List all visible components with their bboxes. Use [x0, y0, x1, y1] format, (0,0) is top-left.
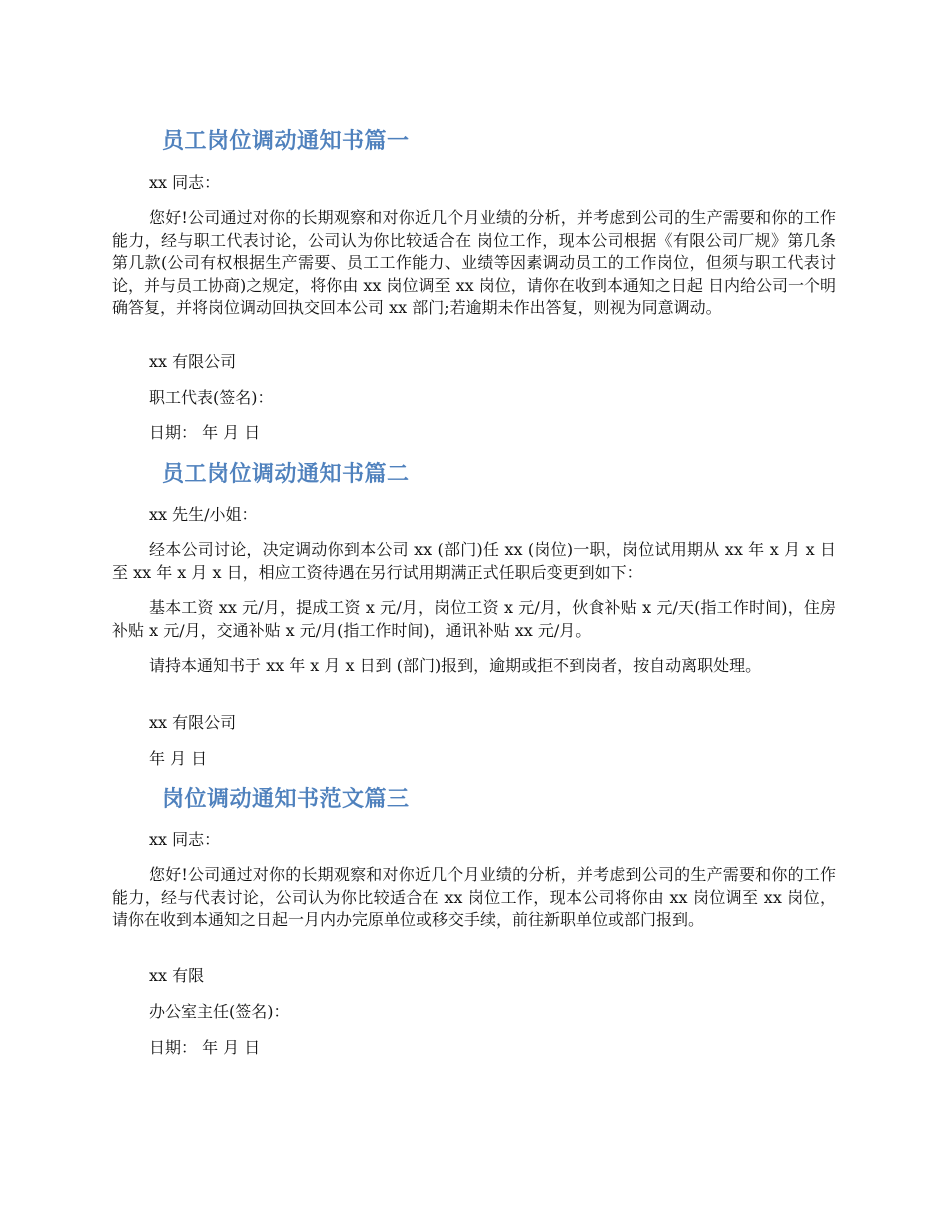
section-2-salutation: xx 先生/小姐：: [149, 505, 258, 524]
section-3-title: 岗位调动通知书范文篇三: [162, 787, 410, 812]
section-3-company: xx 有限: [149, 966, 205, 985]
section-1-company: xx 有限公司: [149, 352, 237, 371]
section-2-body-3: 请持本通知书于 xx 年 x 月 x 日到 (部门)报到，逾期或拒不到岗者，按自动离职处理。: [149, 656, 762, 675]
section-2-company: xx 有限公司: [149, 713, 237, 732]
section-1-salutation: xx 同志：: [149, 173, 221, 192]
section-2-body-2: 基本工资 xx 元/月，提成工资 x 元/月，岗位工资 x 元/月，伙食补贴 x 元/天(指工作时间)，住房补贴 x 元/月，交通补贴 x 元/月(指工作时间)，通讯补贴 xx 元/月。: [112, 598, 836, 640]
section-2-title: 员工岗位调动通知书篇二: [162, 462, 410, 487]
section-1-body: 您好!公司通过对你的长期观察和对你近几个月业绩的分析，并考虑到公司的生产需要和你的工作能力，经与职工代表讨论，公司认为你比较适合在 岗位工作，现本公司根据《有限公司厂规》第几条第几款(公司有权根据生产需要、员工工作能力、业绩等因素调动员工的工作岗位，但须与职工代表讨论，并与员工协商)之规定，将你由 xx 岗位调至 xx 岗位，请你在收到本通知之日起 日内给公司一个明确答复，并将岗位调动回执交回本公司 xx 部门;若逾期未作出答复，则视为同意调动。: [112, 208, 836, 317]
section-3-signature: 办公室主任(签名)：: [149, 1002, 290, 1021]
section-1-signature: 职工代表(签名)：: [149, 388, 274, 407]
section-1-title: 员工岗位调动通知书篇一: [162, 129, 410, 154]
section-2-body-1: 经本公司讨论，决定调动你到本公司 xx (部门)任 xx (岗位)一职，岗位试用期从 xx 年 x 月 x 日至 xx 年 x 月 x 日，相应工资待遇在另行试用期满正式任职后变更到如下：: [112, 540, 836, 582]
section-3-date: 日期： 年 月 日: [149, 1038, 261, 1057]
section-3-salutation: xx 同志：: [149, 830, 221, 849]
section-1-date: 日期： 年 月 日: [149, 423, 261, 442]
section-3-body: 您好!公司通过对你的长期观察和对你近几个月业绩的分析，并考虑到公司的生产需要和你的工作能力，经与代表讨论，公司认为你比较适合在 xx 岗位工作，现本公司将你由 xx 岗位调至 xx 岗位，请你在收到本通知之日起一月内办完原单位或移交手续，前往新职单位或部门报到。: [112, 865, 836, 929]
section-2-date: 年 月 日: [149, 749, 208, 768]
